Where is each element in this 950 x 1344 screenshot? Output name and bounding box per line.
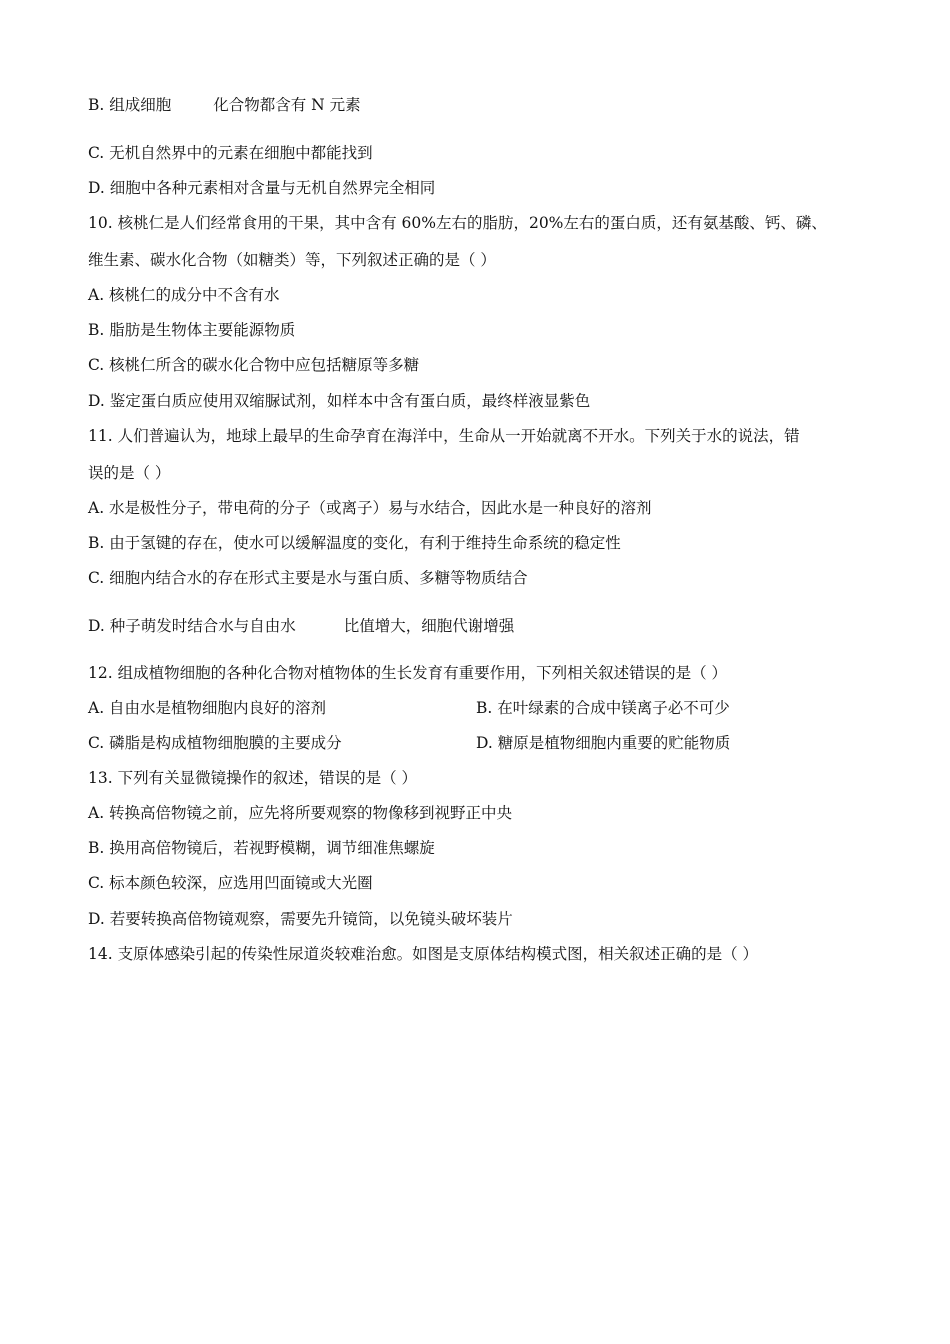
q10-stem-line2: 维生素、碳水化合物（如糖类）等，下列叙述正确的是（ ） (88, 251, 496, 269)
q10-option-b: B. 脂肪是生物体主要能源物质 (88, 321, 296, 339)
q9-option-b: B. 组成细胞 化合物都含有 N 元素 (88, 96, 361, 114)
q13-option-a: A. 转换高倍物镜之前，应先将所要观察的物像移到视野正中央 (88, 804, 513, 822)
q11-stem-line2: 误的是（ ） (88, 464, 171, 482)
q13-option-c: C. 标本颜色较深，应选用凹面镜或大光圈 (88, 874, 373, 892)
q13-stem: 13. 下列有关显微镜操作的叙述，错误的是（ ） (88, 769, 418, 787)
q10-stem-line1: 10. 核桃仁是人们经常食用的干果，其中含有 60%左右的脂肪，20%左右的蛋白质，还有氨基酸、钙、磷、 (88, 214, 827, 232)
q12-option-d: D. 糖原是植物细胞内重要的贮能物质 (476, 734, 731, 752)
q10-option-a: A. 核桃仁的成分中不含有水 (88, 286, 280, 304)
q11-stem-line1: 11. 人们普遍认为，地球上最早的生命孕育在海洋中，生命从一开始就离不开水。下列关于水的说法，错 (88, 427, 800, 445)
q11-option-c: C. 细胞内结合水的存在形式主要是水与蛋白质、多糖等物质结合 (88, 569, 528, 587)
q9-option-c: C. 无机自然界中的元素在细胞中都能找到 (88, 144, 373, 162)
q11-option-d: D. 种子萌发时结合水与自由水 比值增大，细胞代谢增强 (88, 617, 515, 635)
q13-option-d: D. 若要转换高倍物镜观察，需要先升镜筒，以免镜头破坏装片 (88, 910, 513, 928)
q12-stem: 12. 组成植物细胞的各种化合物对植物体的生长发育有重要作用，下列相关叙述错误的是（ ） (88, 664, 728, 682)
q13-option-b: B. 换用高倍物镜后，若视野模糊，调节细准焦螺旋 (88, 839, 435, 857)
q12-option-c: C. 磷脂是构成植物细胞膜的主要成分 (88, 734, 342, 752)
q11-option-a: A. 水是极性分子，带电荷的分子（或离子）易与水结合，因此水是一种良好的溶剂 (88, 499, 652, 517)
q10-option-d: D. 鉴定蛋白质应使用双缩脲试剂，如样本中含有蛋白质，最终样液显紫色 (88, 392, 591, 410)
q11-option-b: B. 由于氢键的存在，使水可以缓解温度的变化，有利于维持生命系统的稳定性 (88, 534, 621, 552)
q9-option-d: D. 细胞中各种元素相对含量与无机自然界完全相同 (88, 179, 436, 197)
q10-option-c: C. 核桃仁所含的碳水化合物中应包括糖原等多糖 (88, 356, 420, 374)
q14-stem: 14. 支原体感染引起的传染性尿道炎较难治愈。如图是支原体结构模式图，相关叙述正确的是（ ） (88, 945, 759, 963)
q12-option-a: A. 自由水是植物细胞内良好的溶剂 (88, 699, 327, 717)
q12-option-b: B. 在叶绿素的合成中镁离子必不可少 (476, 699, 730, 717)
